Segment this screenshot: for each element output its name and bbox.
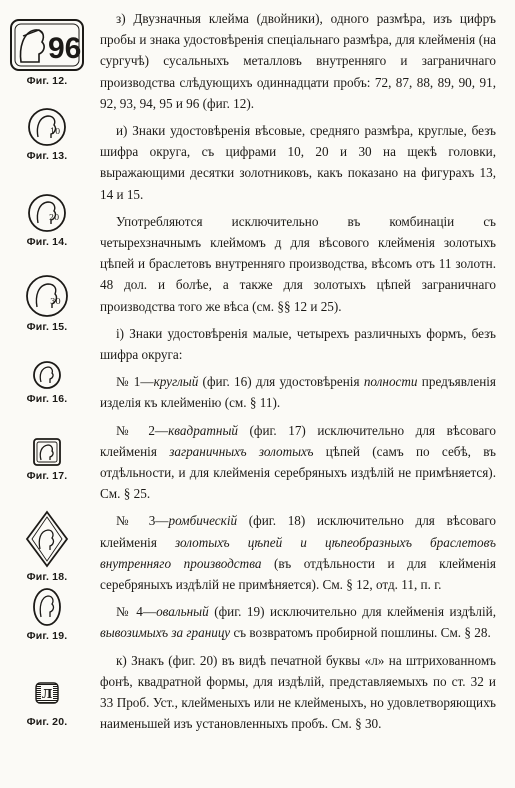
figure-12-number: 96	[48, 32, 82, 65]
figure-16-caption: Фиг. 16.	[26, 393, 68, 405]
figure-13	[0, 107, 94, 162]
oval-mark-icon	[32, 587, 62, 627]
figure-14	[0, 193, 94, 248]
letter-l-mark-icon	[35, 682, 59, 704]
paragraph-k: к) Знакъ (фиг. 20) въ видѣ печатной буквы «л» на штрихованномъ фонѣ, квадратной формы, для издѣлій, представляемыхъ по ст. 32 и 33 Проб. Уст., клейменыхъ или не клейменыхъ, но удовлетворяющихъ наименьшей изъ установленныхъ пробъ. См. § 30.	[100, 652, 496, 732]
paragraph-i-dot: і) Знаки удостовѣренія малые, четырехъ различныхъ формъ, безъ шифра округа:	[100, 325, 496, 363]
figure-18	[0, 510, 94, 583]
figure-19-caption: Фиг. 19.	[26, 630, 68, 642]
small-square-mark-icon	[32, 437, 62, 467]
paragraph-mark-3: № 3—ромбическій (фиг. 18) исключительно для вѣсоваго клейменія золотыхъ цѣпей и цѣпеобразныхъ браслетовъ внутренняго производства (въ отдѣльности и для клейменія серебряныхъ издѣлій не примѣняется). См. § 12, отд. 11, п. г.	[100, 513, 496, 593]
paragraph-z: з) Двузначныя клейма (двойники), одного размѣра, изъ цифръ пробы и знака удостовѣренія спеціальнаго размѣра, для клейменія (на сургучѣ) сусальныхъ металловъ внутренняго и заграничнаго производства слѣдующихъ одиннадцати пробъ: 72, 87, 88, 89, 90, 91, 92, 93, 94, 95 и 96 (фиг. 12).	[100, 11, 496, 111]
figure-12-caption: Фиг. 12.	[26, 75, 68, 87]
figure-13-caption: Фиг. 13.	[26, 150, 68, 162]
paragraph-mark-1: № 1—круглый (фиг. 16) для удостовѣренія полности предъявленія изделія къ клейменію (см. § 11).	[100, 374, 496, 411]
body-text	[100, 8, 496, 741]
figure-20-caption: Фиг. 20.	[26, 716, 68, 728]
figure-13-number: 10	[50, 127, 61, 136]
figure-17	[0, 437, 94, 482]
paragraph-mark-4: № 4—овальный (фиг. 19) исключительно для клейменія издѣлій, вывозимыхъ за границу съ возвратомъ пробирной пошлины. См. § 28.	[100, 604, 496, 641]
round-weight-mark-20-icon	[27, 193, 67, 233]
figure-15-caption: Фиг. 15.	[26, 321, 68, 333]
figure-14-caption: Фиг. 14.	[26, 236, 68, 248]
figure-17-caption: Фиг. 17.	[26, 470, 68, 482]
paragraph-usage: Употребляются исключительно въ комбинаціи съ четырехзначнымъ клеймомъ д для вѣсового клейменія золотыхъ цѣпей и браслетовъ внутренняго производства, вѣсомъ отъ 11 золотн. 48 дол. и болѣе, а также для золотыхъ цѣпей заграничнаго производства того же вѣса (см. §§ 12 и 25).	[100, 213, 496, 314]
figure-20-letter: Л	[41, 687, 53, 701]
figure-12	[0, 18, 94, 87]
figure-18-caption: Фиг. 18.	[26, 571, 68, 583]
figure-15	[0, 274, 94, 333]
figure-20	[0, 682, 94, 728]
figure-14-number: 20	[49, 213, 60, 222]
paragraph-i: и) Знаки удостовѣренія вѣсовые, средняго размѣра, круглые, безъ шифра округа, съ цифрами 10, 20 и 30 на щекѣ головки, выражающими десятки золотниковъ, какъ показано на фигурахъ 13, 14 и 15.	[100, 123, 496, 202]
rhombic-mark-icon	[25, 510, 69, 568]
round-weight-mark-10-icon	[27, 107, 67, 147]
small-round-mark-icon	[32, 360, 62, 390]
figure-16	[0, 360, 94, 405]
figure-19	[0, 587, 94, 642]
paragraph-mark-2: № 2—квадратный (фиг. 17) исключительно для вѣсоваго клейменія заграничныхъ золотыхъ цѣпей (самъ по себѣ, въ отдѣльности, и для клейменія серебряныхъ издѣлій не примѣняется). См. § 25.	[100, 422, 496, 502]
round-weight-mark-30-icon	[25, 274, 69, 318]
figure-15-number: 30	[50, 297, 61, 307]
hallmark-96-icon	[9, 18, 85, 72]
